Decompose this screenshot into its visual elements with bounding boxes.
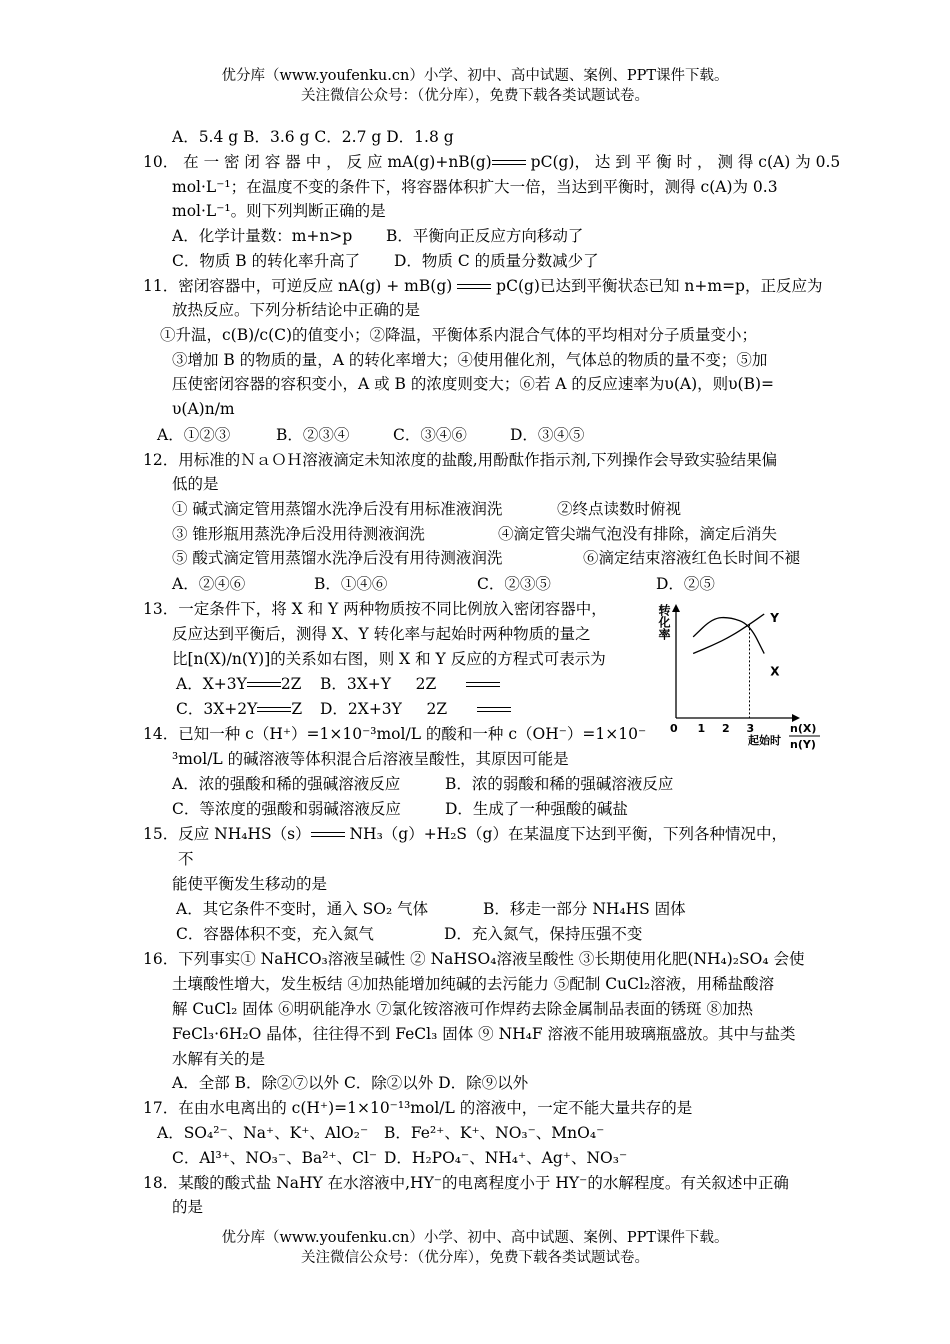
q12-statement-4: ④滴定管尖端气泡没有排除，滴定后消失 bbox=[498, 525, 778, 543]
q10-stem-a: 10． 在 一 密 闭 容 器 中 ， 反 应 mA(g)+nB(g) bbox=[143, 153, 492, 171]
q12-statement-2: ②终点读数时俯视 bbox=[557, 500, 682, 518]
q10-option-a: A．化学计量数：m+n>p bbox=[172, 227, 353, 245]
q12-statement-5: ⑤ 酸式滴定管用蒸馏水洗净后没有用待测液润洗 bbox=[172, 549, 503, 567]
q16-options: A．全部 B．除②⑦以外 C．除②以外 D．除⑨以外 bbox=[172, 1074, 529, 1092]
q13-option-d bbox=[320, 698, 511, 720]
q11-line-3: ①升温，c(B)/c(C)的值变小；②降温，平衡体系内混合气体的平均相对分子质量变小； bbox=[160, 326, 758, 344]
q13-option-d-right: 2Z bbox=[426, 700, 448, 718]
equilibrium-arrow-icon bbox=[311, 830, 345, 840]
equilibrium-arrow-icon bbox=[477, 705, 511, 715]
q15-stem-b: NH₃（g）+H₂S（g）在某温度下达到平衡，下列各种情况中， bbox=[349, 825, 787, 843]
q11-line-6: υ(A)n/m bbox=[172, 400, 235, 418]
q12-option-d: D．②⑤ bbox=[656, 575, 715, 593]
q14-option-b: B．浓的弱酸和稀的强碱溶液反应 bbox=[445, 775, 674, 793]
q11-stem-b: pC(g)已达到平衡状态已知 n+m=p，正反应为 bbox=[496, 277, 823, 295]
q10-line-2: mol·L⁻¹；在温度不变的条件下，将容器体积扩大一倍，当达到平衡时，测得 c(A)为 0.3 bbox=[172, 178, 778, 196]
chart-ylabel: 转化率 bbox=[657, 604, 671, 640]
q15-line-3: 能使平衡发生移动的是 bbox=[172, 875, 328, 893]
q13-option-b bbox=[320, 673, 500, 695]
q16-line-3: 解 CuCl₂ 固体 ⑥明矾能净水 ⑦氯化铵溶液可作焊药去除金属制品表面的锈斑 ⑧加热 bbox=[172, 1000, 754, 1018]
q11-line-5: 压使密闭容器的容积变小，A 或 B 的浓度则变大；⑥若 A 的反应速率为υ(A)，则υ(B)= bbox=[172, 375, 775, 393]
q13-option-c-right: Z bbox=[291, 700, 303, 718]
q10-option-b: B．平衡向正反应方向移动了 bbox=[386, 227, 584, 245]
q11-line-4: ③增加 B 的物质的量，A 的转化率增大；④使用催化剂，气体总的物质的量不变；⑤加 bbox=[172, 351, 768, 369]
x-tick-label-1: 1 bbox=[697, 722, 706, 735]
equilibrium-arrow-icon bbox=[257, 705, 291, 715]
q15-option-c: C．容器体积不变，充入氮气 bbox=[176, 925, 374, 943]
q14-option-d: D．生成了一种强酸的碱盐 bbox=[445, 800, 628, 818]
q14-line-1: 14．已知一种 c（H⁺）=1×10⁻³mol/L 的酸和一种 c（OH⁻）=1×10⁻ bbox=[143, 725, 647, 743]
q12-option-c: C．②③⑤ bbox=[477, 575, 551, 593]
q12-statement-3: ③ 锥形瓶用蒸洗净后没用待测液润洗 bbox=[172, 525, 425, 543]
footer-line-2: 关注微信公众号：（优分库），免费下载各类试题试卷。 bbox=[301, 1250, 649, 1266]
x-tick-label-2: 2 bbox=[722, 722, 730, 735]
q12-statement-1: ① 碱式滴定管用蒸馏水洗净后没有用标准液润洗 bbox=[172, 500, 503, 518]
q13-line-1: 13．一定条件下，将 X 和 Y 两种物质按不同比例放入密闭容器中， bbox=[143, 600, 607, 618]
q11-option-d: D．③④⑤ bbox=[510, 426, 585, 444]
q14-option-c: C．等浓度的强酸和弱碱溶液反应 bbox=[172, 800, 401, 818]
q15-option-b: B．移走一部分 NH₄HS 固体 bbox=[483, 900, 686, 918]
equilibrium-arrow-icon bbox=[466, 680, 500, 690]
chart-xlabel-numerator: n(X) bbox=[790, 722, 817, 735]
q10-option-c: C．物质 B 的转化率升高了 bbox=[172, 252, 361, 270]
q10-stem-b: pC(g)， 达 到 平 衡 时 ， 测 得 c(A) 为 0.5 bbox=[530, 153, 841, 171]
q17-option-c: C．Al³⁺、NO₃⁻、Ba²⁺、Cl⁻ bbox=[172, 1149, 378, 1167]
q13-line-3: 比[n(X)/n(Y)]的关系如右图，则 X 和 Y 反应的方程式可表示为 bbox=[172, 650, 606, 668]
q16-line-5: 水解有关的是 bbox=[172, 1050, 266, 1068]
series-x-line bbox=[693, 618, 764, 654]
x-tick-label-3: 3 bbox=[746, 722, 755, 735]
q12-option-a: A．②④⑥ bbox=[172, 575, 246, 593]
equilibrium-arrow-icon bbox=[247, 680, 281, 690]
header-line-1: 优分库（www.youfenku.cn）小学、初中、高中试题、案例、PPT课件下载。 bbox=[221, 68, 729, 84]
q13-option-d-left: D．2X+3Y bbox=[320, 700, 402, 718]
q10-line-1 bbox=[143, 151, 840, 173]
header-line-2: 关注微信公众号：（优分库），免费下载各类试题试卷。 bbox=[301, 88, 649, 104]
q12-option-b: B．①④⑥ bbox=[314, 575, 388, 593]
equilibrium-arrow-icon bbox=[492, 158, 526, 168]
chart-xlabel-denominator: n(Y) bbox=[790, 738, 816, 751]
q13-option-c bbox=[176, 698, 302, 720]
q15-option-d: D．充入氮气，保持压强不变 bbox=[444, 925, 643, 943]
q11-stem-a: 11．密闭容器中，可逆反应 nA(g) + mB(g) bbox=[143, 277, 453, 295]
chart-xlabel-prefix: 起始时 bbox=[748, 734, 781, 747]
q11-option-a: A．①②③ bbox=[157, 426, 231, 444]
q15-stem-a: 15．反应 NH₄HS（s） bbox=[143, 825, 311, 843]
q17-option-b: B．Fe²⁺、K⁺、NO₃⁻、MnO₄⁻ bbox=[384, 1124, 605, 1142]
q10-line-3: mol·L⁻¹。则下列判断正确的是 bbox=[172, 202, 386, 220]
q13-option-a-right: 2Z bbox=[280, 675, 302, 693]
q10-option-d: D．物质 C 的质量分数减少了 bbox=[394, 252, 599, 270]
conversion-rate-chart bbox=[650, 600, 825, 760]
q11-line-2: 放热反应。下列分析结论中正确的是 bbox=[172, 301, 421, 319]
q17-line-1: 17．在由水电离出的 c(H⁺)=1×10⁻¹³mol/L 的溶液中，一定不能大量共存的是 bbox=[143, 1099, 693, 1117]
q16-line-2: 土壤酸性增大，发生板结 ④加热能增加纯碱的去污能力 ⑤配制 CuCl₂溶液，用稀盐酸溶 bbox=[172, 975, 775, 993]
q15-line-2: 不 bbox=[178, 850, 194, 868]
equilibrium-arrow-icon bbox=[457, 282, 491, 292]
q14-line-2: ³mol/L 的碱溶液等体积混合后溶液呈酸性，其原因可能是 bbox=[172, 750, 569, 768]
q18-line-1: 18．某酸的酸式盐 NaHY 在水溶液中,HY⁻的电离程度小于 HY⁻的水解程度。有关叙述中正确 bbox=[143, 1174, 789, 1192]
q13-option-b-right: 2Z bbox=[415, 675, 437, 693]
q17-option-d: D．H₂PO₄⁻、NH₄⁺、Ag⁺、NO₃⁻ bbox=[384, 1149, 628, 1167]
q13-option-a-left: A．X+3Y bbox=[176, 675, 247, 693]
q14-option-a: A．浓的强酸和稀的强碱溶液反应 bbox=[172, 775, 401, 793]
q13-line-2: 反应达到平衡后，测得 X、Y 转化率与起始时两种物质的量之 bbox=[172, 625, 591, 643]
q13-option-a bbox=[176, 673, 301, 695]
q17-option-a: A．SO₄²⁻、Na⁺、K⁺、AlO₂⁻ bbox=[157, 1124, 369, 1142]
chart-y-arrow bbox=[672, 604, 680, 612]
q15-line-1 bbox=[143, 823, 787, 845]
q12-line-1: 12．用标准的ＮａＯＨ溶液滴定未知浓度的盐酸,用酚酞作指示剂,下列操作会导致实验结果偏 bbox=[143, 451, 778, 469]
x-tick-label-0: 0 bbox=[670, 722, 678, 735]
q11-line-1 bbox=[143, 275, 822, 297]
q11-option-b: B．②③④ bbox=[276, 426, 350, 444]
q9-options: A．5.4 g B．3.6 g C．2.7 g D．1.8 g bbox=[172, 128, 454, 146]
q11-option-c: C．③④⑥ bbox=[393, 426, 467, 444]
chart-x-arrow bbox=[792, 714, 800, 722]
q16-line-1: 16．下列事实① NaHCO₃溶液呈碱性 ② NaHSO₄溶液呈酸性 ③长期使用化肥(NH₄)₂SO₄ 会使 bbox=[143, 950, 805, 968]
series-y-label: Y bbox=[770, 611, 779, 625]
q18-line-2: 的是 bbox=[172, 1198, 204, 1216]
q16-line-4: FeCl₃·6H₂O 晶体，往往得不到 FeCl₃ 固体 ⑨ NH₄F 溶液不能用玻璃瓶盛放。其中与盐类 bbox=[172, 1025, 796, 1043]
q15-option-a: A．其它条件不变时，通入 SO₂ 气体 bbox=[176, 900, 429, 918]
q13-option-c-left: C．3X+2Y bbox=[176, 700, 258, 718]
q12-statement-6: ⑥滴定结束溶液红色长时间不褪 bbox=[583, 549, 801, 567]
series-x-label: X bbox=[770, 664, 780, 679]
footer-line-1: 优分库（www.youfenku.cn）小学、初中、高中试题、案例、PPT课件下载。 bbox=[221, 1230, 729, 1246]
q12-line-2: 低的是 bbox=[172, 475, 219, 493]
q13-option-b-left: B．3X+Y bbox=[320, 675, 392, 693]
